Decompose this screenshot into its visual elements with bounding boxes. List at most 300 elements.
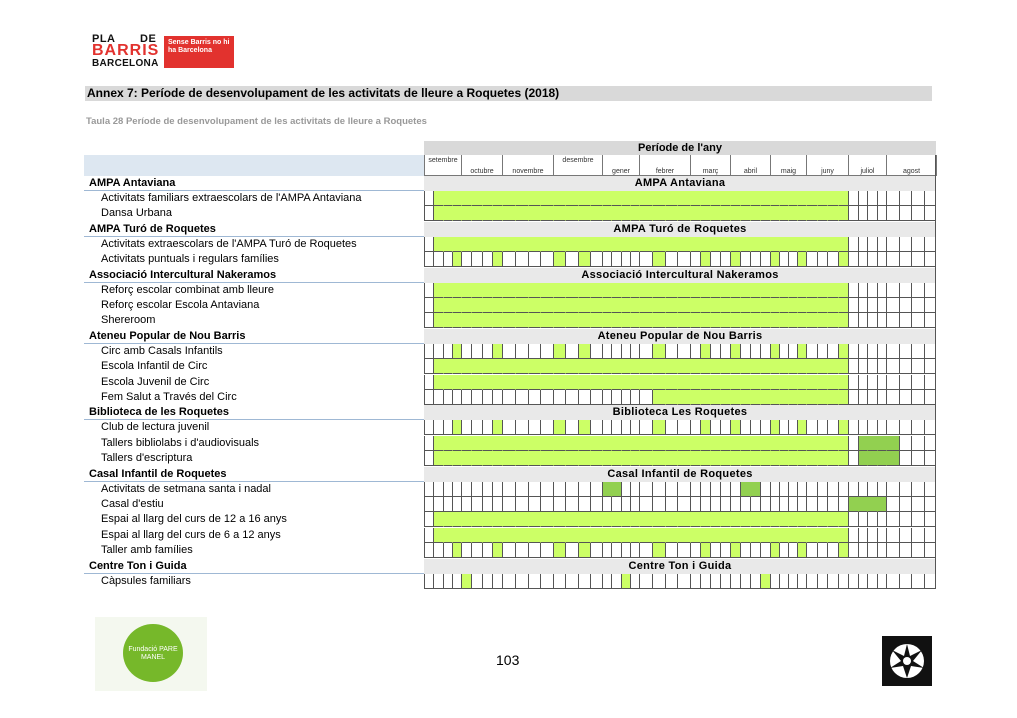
schedule-cell [452,252,461,267]
schedule-cell [817,436,827,451]
month-header-8: maig [770,155,806,176]
schedule-cell [492,375,502,390]
schedule-cell [515,497,528,512]
schedule-cell [827,237,838,252]
schedule-cell [677,436,690,451]
schedule-cell [899,313,911,328]
schedule-cell [899,191,911,206]
schedule-cell [911,283,924,298]
schedule-cell [886,497,899,512]
schedule-cell [710,451,720,466]
schedule-cell [452,420,461,435]
schedule-cell [730,574,740,589]
schedule-cell [730,191,740,206]
schedule-cell [471,375,482,390]
schedule-cell [797,482,806,497]
schedule-cell [665,359,677,374]
schedule-cell [877,497,886,512]
schedule-cell [740,420,750,435]
schedule-cell [730,206,740,221]
schedule-cell [565,252,578,267]
schedule-cell [502,574,515,589]
schedule-cell [482,359,492,374]
schedule-cell [911,237,924,252]
schedule-cell [720,436,730,451]
schedule-cell [886,512,899,527]
schedule-cell [740,298,750,313]
schedule-cell [700,359,710,374]
schedule-cell [827,512,838,527]
schedule-cell [760,313,770,328]
schedule-cell [665,206,677,221]
schedule-cell [750,237,760,252]
schedule-cell [424,359,433,374]
schedule-cell [578,359,590,374]
schedule-cell [565,543,578,558]
section-banner-0: AMPA Antaviana [424,176,936,191]
schedule-cell [452,206,461,221]
schedule-cell [461,420,471,435]
schedule-cell [482,298,492,313]
schedule-cell [621,574,630,589]
schedule-cell [899,497,911,512]
activity-label: Fem Salut a Través del Circ [101,391,237,403]
schedule-cell [817,512,827,527]
schedule-cell [886,375,899,390]
schedule-cell [639,359,652,374]
schedule-cell [639,451,652,466]
schedule-cell [797,420,806,435]
header-left-shade [84,155,424,176]
schedule-cell [611,298,621,313]
schedule-cell [770,283,779,298]
schedule-cell [461,436,471,451]
schedule-cell [553,512,565,527]
schedule-cell [700,283,710,298]
schedule-cell [443,497,452,512]
schedule-cell [482,482,492,497]
schedule-cell [720,298,730,313]
schedule-cell [590,359,602,374]
schedule-cell [899,206,911,221]
schedule-cell [611,191,621,206]
schedule-cell [797,436,806,451]
schedule-cell [750,359,760,374]
schedule-cell [553,359,565,374]
schedule-cell [553,543,565,558]
schedule-cell [730,528,740,543]
schedule-cell [886,283,899,298]
schedule-cell [788,390,797,405]
schedule-cell [515,237,528,252]
schedule-cell [838,359,848,374]
schedule-cell [590,298,602,313]
schedule-cell [471,344,482,359]
schedule-cell [858,420,867,435]
schedule-cell [590,283,602,298]
schedule-cell [515,283,528,298]
schedule-cell [886,206,899,221]
schedule-cell [911,344,924,359]
schedule-cell [710,512,720,527]
schedule-cell [528,482,540,497]
schedule-cell [433,252,443,267]
schedule-cell [858,283,867,298]
schedule-cell [665,298,677,313]
schedule-cell [827,298,838,313]
schedule-cell [740,313,750,328]
schedule-cell [720,482,730,497]
schedule-cell [700,528,710,543]
schedule-cell [452,482,461,497]
schedule-cell [817,252,827,267]
schedule-cell [858,528,867,543]
schedule-cell [452,512,461,527]
schedule-cell [750,390,760,405]
schedule-cell [565,298,578,313]
schedule-cell [540,359,553,374]
schedule-cell [602,313,611,328]
schedule-cell [730,237,740,252]
schedule-cell [690,451,700,466]
schedule-cell [740,359,750,374]
schedule-cell [602,237,611,252]
schedule-cell [665,543,677,558]
schedule-cell [515,298,528,313]
schedule-cell [665,436,677,451]
schedule-cell [652,206,665,221]
schedule-cell [565,436,578,451]
schedule-cell [565,344,578,359]
schedule-cell [443,313,452,328]
schedule-cell [858,375,867,390]
schedule-cell [433,436,443,451]
schedule-cell [611,543,621,558]
schedule-cell [770,543,779,558]
schedule-cell [827,497,838,512]
bw-leaf-logo [882,636,932,686]
schedule-cell [553,252,565,267]
schedule-cell [482,375,492,390]
period-header: Període de l'any [424,141,936,155]
schedule-cell [528,313,540,328]
schedule-cell [806,344,817,359]
schedule-cell [553,298,565,313]
schedule-cell [730,252,740,267]
schedule-cell [700,543,710,558]
schedule-cell [770,420,779,435]
schedule-cell [740,574,750,589]
schedule-cell [779,420,788,435]
schedule-cell [750,420,760,435]
schedule-cell [578,543,590,558]
schedule-cell [639,543,652,558]
schedule-cell [788,451,797,466]
section-title-2: Associació Intercultural Nakeramos [84,268,424,283]
schedule-cell [730,543,740,558]
schedule-cell [877,375,886,390]
schedule-cell [540,390,553,405]
table-right-border [935,155,936,589]
schedule-cell [639,313,652,328]
schedule-cell [797,298,806,313]
schedule-cell [720,497,730,512]
schedule-cell [710,237,720,252]
schedule-cell [665,390,677,405]
schedule-cell [492,237,502,252]
schedule-cell [720,390,730,405]
schedule-cell [553,344,565,359]
schedule-cell [867,528,877,543]
schedule-cell [433,359,443,374]
schedule-cell [433,482,443,497]
schedule-cell [502,252,515,267]
schedule-cell [602,359,611,374]
schedule-cell [630,237,639,252]
schedule-cell [848,191,858,206]
schedule-cell [690,191,700,206]
schedule-cell [848,390,858,405]
schedule-cell [848,375,858,390]
schedule-cell [677,283,690,298]
schedule-cell [482,436,492,451]
schedule-cell [630,512,639,527]
schedule-cell [750,512,760,527]
schedule-cell [848,237,858,252]
schedule-cell [797,497,806,512]
schedule-cell [838,497,848,512]
schedule-cell [611,420,621,435]
schedule-cell [700,313,710,328]
schedule-cell [461,451,471,466]
schedule-cell [553,436,565,451]
schedule-cell [710,313,720,328]
schedule-cell [817,191,827,206]
schedule-cell [565,451,578,466]
schedule-cell [690,283,700,298]
schedule-cell [899,390,911,405]
schedule-cell [899,574,911,589]
schedule-cell [690,237,700,252]
schedule-cell [665,252,677,267]
schedule-cell [471,436,482,451]
schedule-cell [452,191,461,206]
schedule-cell [630,574,639,589]
schedule-cell [817,313,827,328]
schedule-cell [652,252,665,267]
schedule-cell [482,512,492,527]
schedule-cell [652,451,665,466]
schedule-cell [867,574,877,589]
schedule-cell [515,359,528,374]
schedule-cell [797,206,806,221]
schedule-cell [770,451,779,466]
schedule-cell [911,191,924,206]
schedule-cell [827,375,838,390]
schedule-cell [471,298,482,313]
schedule-cell [482,390,492,405]
schedule-cell [639,283,652,298]
schedule-cell [817,574,827,589]
schedule-cell [788,528,797,543]
schedule-cell [443,451,452,466]
schedule-cell [492,313,502,328]
schedule-cell [867,543,877,558]
schedule-cell [827,543,838,558]
schedule-cell [502,237,515,252]
annex-title: Annex 7: Període de desenvolupament de les activitats de lleure a Roquetes (2018) [85,86,932,101]
schedule-cell [877,482,886,497]
schedule-cell [578,528,590,543]
pare-manel-logo-text: Fundació PARE MANEL [123,624,183,682]
schedule-cell [611,451,621,466]
schedule-cell [611,344,621,359]
schedule-cell [806,497,817,512]
schedule-cell [424,451,433,466]
section-title-1: AMPA Turó de Roquetes [84,222,424,237]
schedule-cell [578,313,590,328]
schedule-cell [838,375,848,390]
schedule-cell [788,436,797,451]
schedule-cell [770,344,779,359]
month-header-2: novembre [502,155,553,176]
schedule-cell [700,574,710,589]
schedule-cell [877,512,886,527]
schedule-cell [602,451,611,466]
schedule-cell [578,344,590,359]
schedule-cell [424,574,433,589]
schedule-cell [652,283,665,298]
schedule-cell [827,359,838,374]
activity-label: Activitats puntuals i regulars famílies [101,253,279,266]
schedule-cell [553,574,565,589]
schedule-cell [817,298,827,313]
schedule-cell [565,313,578,328]
schedule-cell [788,283,797,298]
schedule-cell [578,206,590,221]
schedule-cell [492,283,502,298]
schedule-cell [720,344,730,359]
schedule-cell [779,436,788,451]
schedule-cell [630,420,639,435]
schedule-cell [740,237,750,252]
schedule-cell [677,451,690,466]
schedule-cell [630,313,639,328]
schedule-cell [665,237,677,252]
schedule-cell [730,344,740,359]
schedule-cell [528,574,540,589]
schedule-cell [838,451,848,466]
schedule-cell [690,252,700,267]
schedule-cell [806,420,817,435]
schedule-cell [528,344,540,359]
schedule-cell [578,482,590,497]
schedule-cell [797,252,806,267]
schedule-cell [553,482,565,497]
schedule-cell [630,206,639,221]
schedule-cell [443,359,452,374]
schedule-cell [482,252,492,267]
schedule-cell [899,359,911,374]
schedule-cell [677,191,690,206]
schedule-cell [779,497,788,512]
schedule-cell [710,298,720,313]
schedule-cell [665,497,677,512]
activity-label: Casal d'estiu [101,498,164,510]
schedule-cell [677,206,690,221]
schedule-cell [553,375,565,390]
schedule-cell [528,543,540,558]
schedule-cell [461,359,471,374]
schedule-cell [602,436,611,451]
schedule-cell [827,191,838,206]
schedule-cell [886,451,899,466]
schedule-cell [443,574,452,589]
schedule-cell [540,237,553,252]
section-banner-5: Casal Infantil de Roquetes [424,467,936,482]
schedule-cell [770,482,779,497]
schedule-cell [899,436,911,451]
schedule-cell [515,390,528,405]
schedule-cell [528,420,540,435]
schedule-cell [838,252,848,267]
schedule-cell [788,237,797,252]
schedule-cell [911,451,924,466]
schedule-cell [720,528,730,543]
schedule-cell [886,436,899,451]
schedule-cell [452,283,461,298]
schedule-cell [730,451,740,466]
schedule-cell [502,375,515,390]
schedule-cell [515,375,528,390]
schedule-cell [665,512,677,527]
schedule-cell [553,390,565,405]
schedule-cell [720,451,730,466]
schedule-cell [452,298,461,313]
schedule-cell [779,298,788,313]
activity-label: Dansa Urbana [101,207,172,220]
schedule-cell [710,543,720,558]
schedule-cell [452,359,461,374]
schedule-cell [502,298,515,313]
schedule-cell [590,512,602,527]
schedule-cell [515,206,528,221]
schedule-cell [492,528,502,543]
schedule-cell [443,206,452,221]
schedule-cell [621,313,630,328]
schedule-cell [665,420,677,435]
schedule-cell [760,252,770,267]
schedule-cell [911,543,924,558]
schedule-cell [665,313,677,328]
schedule-cell [867,313,877,328]
schedule-cell [750,344,760,359]
schedule-cell [471,252,482,267]
schedule-cell [867,420,877,435]
schedule-cell [515,512,528,527]
schedule-cell [710,283,720,298]
schedule-cell [877,298,886,313]
schedule-cell [806,482,817,497]
schedule-cell [899,420,911,435]
schedule-cell [611,375,621,390]
schedule-cell [630,298,639,313]
schedule-cell [540,574,553,589]
schedule-cell [899,528,911,543]
schedule-cell [848,543,858,558]
schedule-cell [788,298,797,313]
schedule-cell [690,344,700,359]
